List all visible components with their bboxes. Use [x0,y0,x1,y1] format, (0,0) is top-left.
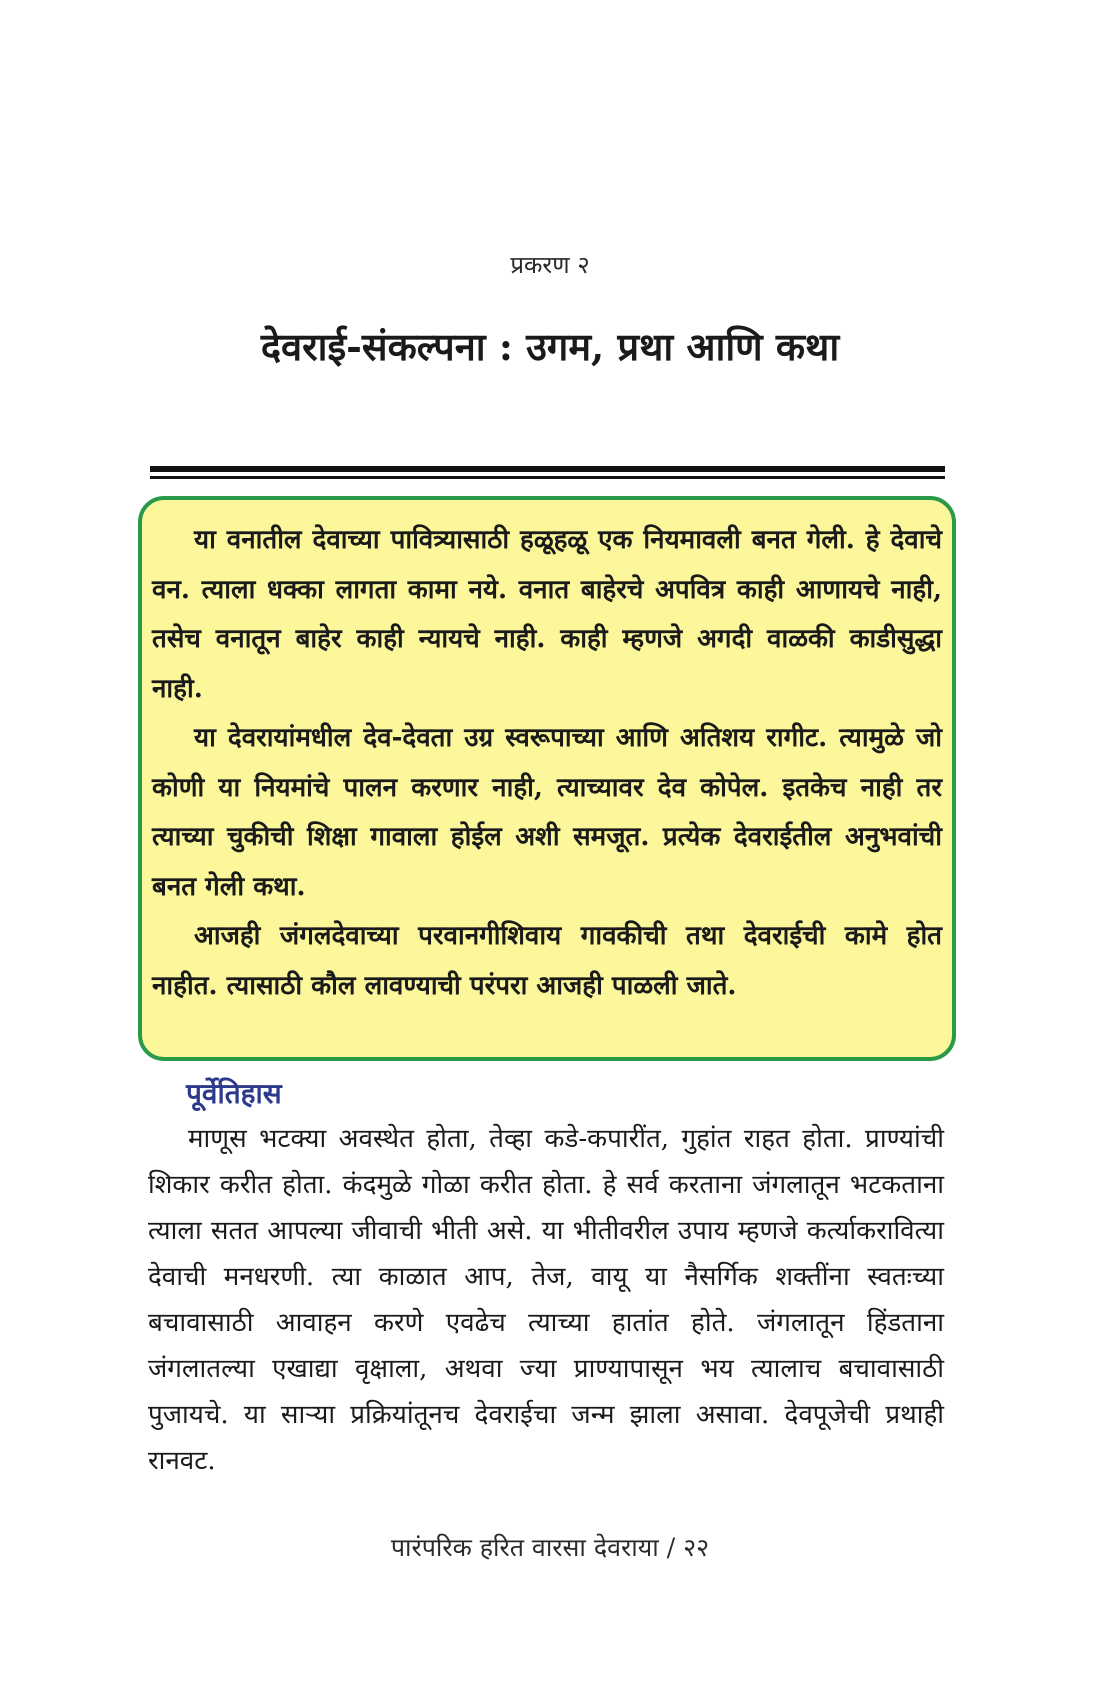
box-paragraph-2: या देवरायांमधील देव-देवता उग्र स्वरूपाच्या आणि अतिशय रागीट. त्यामुळे जो कोणी या नियमांचे पालन करणार नाही, त्याच्यावर देव कोपेल. इतकेच नाही तर त्याच्या चुकीची शिक्षा गावाला होईल अशी समजूत. प्रत्येक देवराईतील अनुभवांची बनत गेली कथा. [152,723,942,902]
body-paragraph: माणूस भटक्या अवस्थेत होता, तेव्हा कडे-कपारींत, गुहांत राहत होता. प्राण्यांची शिकार करीत होता. कंदमुळे गोळा करीत होता. हे सर्व करताना जंगलातून भटकताना त्याला सतत आपल्या जीवाची भीती असे. या भीतीवरील उपाय म्हणजे कर्त्याकरावित्या देवाची मनधरणी. त्या काळात आप, तेज, वायू या नैसर्गिक शक्तींना स्वतःच्या बचावासाठी आवाहन करणे एवढेच त्याच्या हातांत होते. जंगलातून हिंडताना जंगलातल्या एखाद्या वृक्षाला, अथवा ज्या प्राण्यापासून भय त्यालाच बचावासाठी पुजायचे. या साऱ्या प्रक्रियांतूनच देवराईचा जन्म झाला असावा. देवपूजेची प्रथाही रानवट. [148,1124,944,1476]
footer-separator: / [666,1533,676,1562]
footer-book-title: पारंपरिक हरित वारसा देवराया [390,1533,659,1562]
page-footer [0,1530,1100,1564]
box-paragraph-3: आजही जंगलदेवाच्या परवानगीशिवाय गावकीची तथा देवराईची कामे होत नाहीत. त्यासाठी कौल लावण्याची परंपरा आजही पाळली जाते. [152,921,942,1001]
page-number: २२ [683,1533,710,1562]
chapter-label: प्रकरण २ [510,251,590,279]
section-heading: पूर्वेतिहास [186,1077,282,1110]
chapter-title: देवराई-संकल्पना : उगम, प्रथा आणि कथा [260,324,840,369]
title-divider-thin [150,476,945,479]
title-divider-thick [150,466,945,472]
highlight-box [138,496,956,1061]
box-paragraph-1: या वनातील देवाच्या पावित्र्यासाठी हळूहळू एक नियमावली बनत गेली. हे देवाचे वन. त्याला धक्का लागता कामा नये. वनात बाहेरचे अपवित्र काही आणायचे नाही, तसेच वनातून बाहेर काही न्यायचे नाही. काही म्हणजे अगदी वाळकी काडीसुद्धा नाही. [152,525,942,704]
